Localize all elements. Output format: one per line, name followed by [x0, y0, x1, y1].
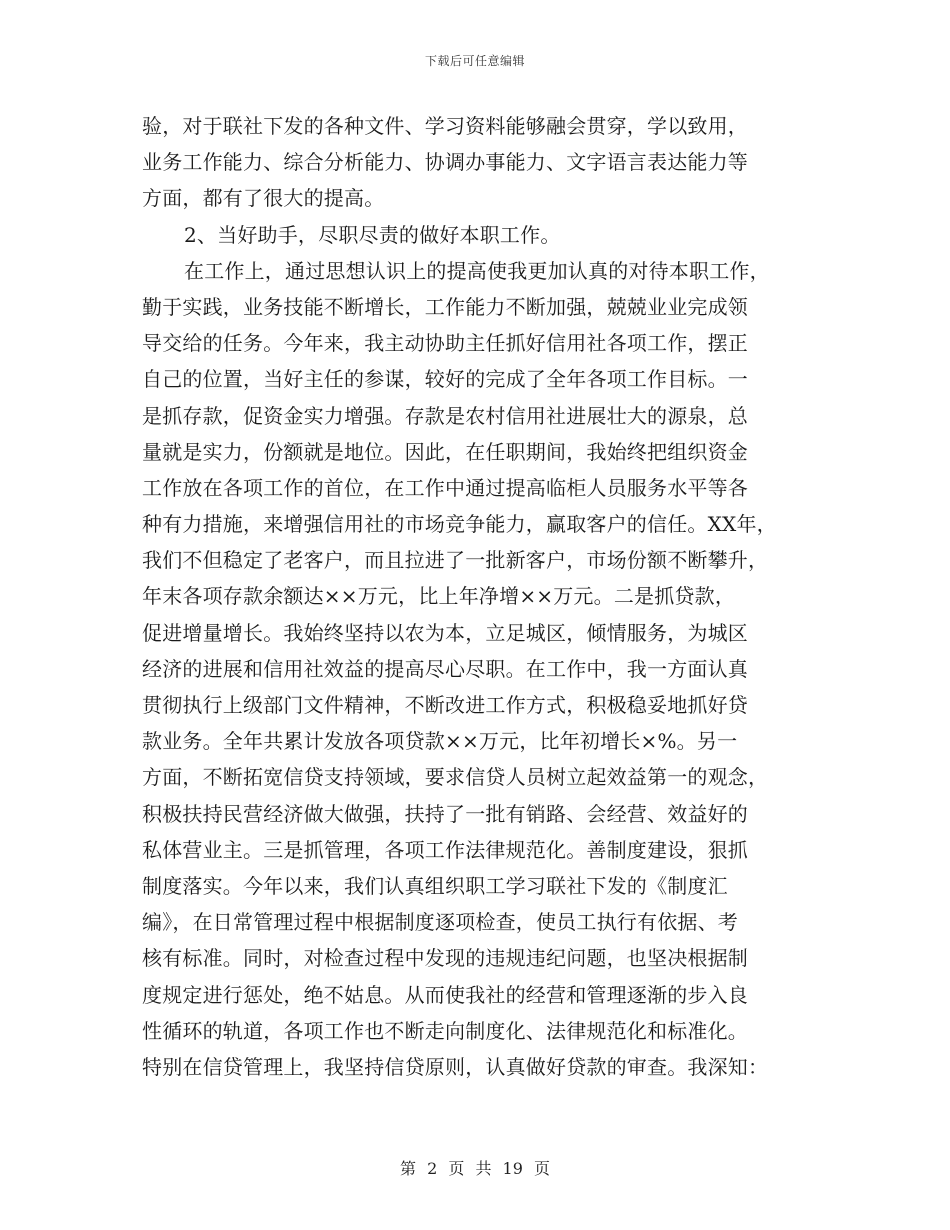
text-line: 自己的位置，当好主任的参谋，较好的完成了全年各项工作目标。一 — [142, 367, 748, 392]
text-line: 特别在信贷管理上，我坚持信贷原则，认真做好贷款的审查。我深知： — [142, 1054, 769, 1079]
text-line: 核有标准。同时，对检查过程中发现的违规违纪问题，也坚决根据制 — [142, 946, 748, 971]
text-line: 性循环的轨道，各项工作也不断走向制度化、法律规范化和标准化。 — [142, 1018, 748, 1043]
text-line: 方面，不断拓宽信贷支持领域，要求信贷人员树立起效益第一的观念， — [142, 765, 769, 790]
text-line: 量就是实力，份额就是地位。因此，在任职期间，我始终把组织资金 — [142, 439, 748, 464]
text-line: 验，对于联社下发的各种文件、学习资料能够融会贯穿，学以致用， — [142, 114, 748, 138]
text-line: 我们不但稳定了老客户，而且拉进了一批新客户，市场份额不断攀升， — [142, 548, 769, 573]
text-line: 私体营业主。三是抓管理，各项工作法律规范化。善制度建设，狠抓 — [142, 837, 748, 862]
text-line: 促进增量增长。我始终坚持以农为本，立足城区，倾情服务，为城区 — [142, 620, 748, 645]
text-line: 业务工作能力、综合分析能力、协调办事能力、文字语言表达能力等 — [142, 150, 748, 175]
text-line: 经济的进展和信用社效益的提高尽心尽职。在工作中，我一方面认真 — [142, 656, 748, 681]
body-text — [142, 108, 822, 1085]
text-line: 是抓存款，促资金实力增强。存款是农村信用社进展壮大的源泉，总 — [142, 403, 748, 428]
text-line: 款业务。全年共累计发放各项贷款××万元，比年初增长×%。另一 — [142, 729, 738, 754]
text-line: 导交给的任务。今年来，我主动协助主任抓好信用社各项工作，摆正 — [142, 331, 748, 356]
text-line: 方面，都有了很大的提高。 — [142, 186, 385, 211]
section-heading: 2、当好助手，尽职尽责的做好本职工作。 — [184, 222, 561, 247]
text-line: 度规定进行惩处，绝不姑息。从而使我社的经营和管理逐渐的步入良 — [142, 982, 748, 1007]
text-line: 工作放在各项工作的首位，在工作中通过提高临柜人员服务水平等各 — [142, 475, 748, 500]
text-line: 制度落实。今年以来，我们认真组织职工学习联社下发的《制度汇 — [142, 873, 728, 898]
text-line: 编》，在日常管理过程中根据制度逐项检查，使员工执行有依据、考 — [142, 910, 738, 935]
text-line: 贯彻执行上级部门文件精神，不断改进工作方式，积极稳妥地抓好贷 — [142, 693, 748, 717]
text-line: 年末各项存款余额达××万元，比上年净增××万元。二是抓贷款， — [142, 584, 736, 609]
text-line: 在工作上，通过思想认识上的提高使我更加认真的对待本职工作， — [184, 258, 770, 283]
page-header: 下载后可任意编辑 — [424, 54, 525, 68]
text-line: 种有力措施，来增强信用社的市场竞争能力，赢取客户的信任。XX年， — [142, 512, 777, 537]
text-line: 勤于实践，业务技能不断增长，工作能力不断加强，兢兢业业完成领 — [142, 294, 748, 319]
page-footer: 第 2 页 共 19 页 — [400, 1159, 550, 1178]
text-line: 积极扶持民营经济做大做强，扶持了一批有销路、会经营、效益好的 — [142, 801, 748, 826]
